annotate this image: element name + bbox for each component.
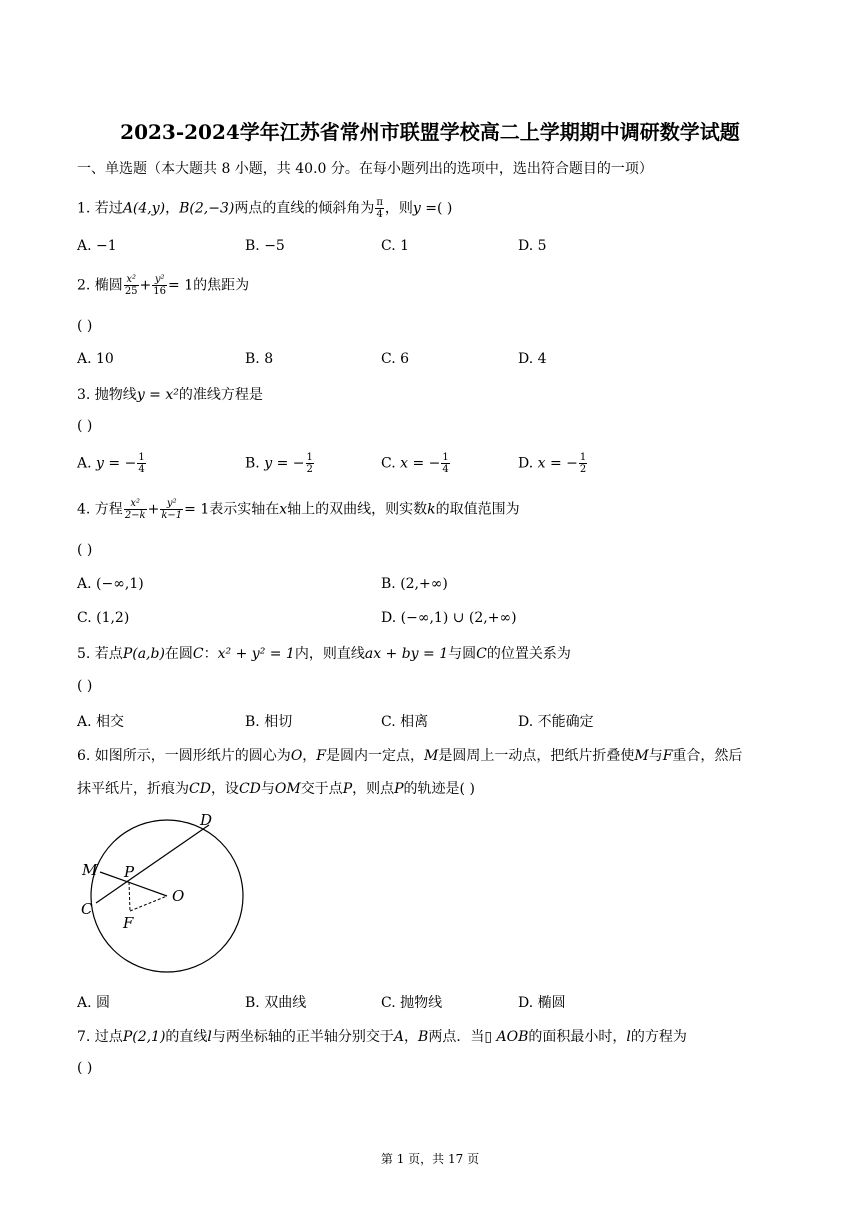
- q1-expr: y =: [412, 200, 438, 217]
- q6-seg: CD: [189, 781, 211, 797]
- q1-comma: ，: [165, 200, 180, 217]
- q5-option-d: D. 不能确定: [518, 714, 594, 730]
- figure-label-d: D: [200, 811, 213, 829]
- q4-fraction-x: $\frac{\text{x²}}{2-k}$: [124, 498, 146, 521]
- q1-option-b: B. −5: [245, 238, 285, 254]
- q6-option-d: D. 椭圆: [518, 995, 566, 1011]
- figure-label-c: C: [81, 900, 93, 918]
- q6-option-a: A. 圆: [77, 995, 111, 1011]
- q3-text-2: 的准线方程是: [178, 387, 263, 403]
- q6-seg: M: [424, 748, 439, 764]
- q2-eq: = 1: [168, 277, 194, 294]
- q2-fraction-y: $\frac{\text{y²}}{16}$: [153, 274, 167, 297]
- q2-option-b: B. 8: [245, 351, 274, 367]
- q3-expr: y = x²: [136, 387, 179, 403]
- q5-option-c: C. 相离: [381, 714, 429, 730]
- q5-option-a: A. 相交: [77, 714, 125, 730]
- q1-text: 1. 若过: [77, 200, 123, 217]
- q6-seg: 6. 如图所示，一圆形纸片的圆心为: [77, 748, 291, 764]
- q6-seg: P: [394, 781, 404, 797]
- q6-seg: P: [342, 781, 353, 797]
- q6-seg: OM: [274, 781, 301, 797]
- q6-seg: ，设: [210, 781, 239, 797]
- q6-seg: 交于点: [300, 781, 343, 797]
- q6-seg: 与: [648, 748, 663, 764]
- q1-point-b: B(2,−3): [179, 200, 235, 217]
- q1-text-2: 两点的直线的倾斜角为: [234, 200, 375, 217]
- q6-seg: ，: [302, 748, 317, 764]
- q1-option-c: C. 1: [381, 238, 410, 254]
- q6-seg: 重合，然后: [672, 748, 743, 764]
- q2-fraction-x: $\frac{\text{x²}}{25}$: [124, 274, 138, 297]
- q6-seg: 的轨迹是( ): [403, 781, 475, 797]
- q6-seg: 抹平纸片，折痕为: [77, 781, 189, 797]
- figure-line-pf: [129, 882, 130, 911]
- q3-paren: ( ): [77, 418, 93, 434]
- q5-option-b: B. 相切: [245, 714, 293, 730]
- q6-option-b: B. 双曲线: [245, 995, 307, 1011]
- q2-option-c: C. 6: [381, 351, 410, 367]
- q7-point-a: A: [393, 1029, 405, 1045]
- q3-option-b: B. y = − $\frac{1}{2}$: [245, 452, 313, 475]
- q3-option-a: A. y = − $\frac{1}{4}$: [77, 452, 145, 475]
- q4-var-x: x: [279, 501, 288, 518]
- q1-option-d: D. 5: [518, 238, 547, 254]
- q2-option-a: A. 10: [77, 351, 114, 367]
- q4-var-k: k: [427, 501, 436, 518]
- q2-plus: +: [139, 277, 152, 294]
- q4-option-a: A. (−∞,1): [77, 576, 144, 592]
- q5-line-eq: ax + by = 1: [364, 646, 449, 662]
- q6-seg: F: [662, 748, 673, 764]
- figure-label-p: P: [124, 863, 135, 881]
- q4-text-2: 表示实轴在: [209, 501, 280, 518]
- figure-label-o: O: [172, 887, 185, 905]
- q4-plus: +: [147, 501, 160, 518]
- q1-text-3: ，则: [384, 200, 413, 217]
- q7-triangle: ▯ AOB: [484, 1029, 529, 1045]
- q2-option-d: D. 4: [518, 351, 547, 367]
- q7-line-l: l: [207, 1029, 212, 1045]
- q3-option-d: D. x = − $\frac{1}{2}$: [518, 452, 587, 475]
- question-7: [77, 1026, 687, 1046]
- q5-circle-c-2: C: [476, 646, 487, 662]
- q6-seg: CD: [238, 781, 261, 797]
- q5-paren: ( ): [77, 678, 93, 694]
- q5-text: 5. 若点: [77, 646, 123, 662]
- q5-text-3: 内，则直线: [294, 646, 365, 662]
- q4-option-b: B. (2,+∞): [381, 576, 448, 592]
- q7-text-2: 的直线: [165, 1029, 208, 1045]
- q7-text-6: 的方程为: [630, 1029, 687, 1045]
- q7-comma: ，: [404, 1029, 419, 1045]
- q5-text-2: 在圆: [164, 646, 193, 662]
- q4-option-d: D. (−∞,1) ∪ (2,+∞): [381, 610, 517, 626]
- q6-seg: 是圆内一定点，: [326, 748, 425, 764]
- figure-label-f: F: [123, 914, 134, 932]
- q7-text-4: 两点．当: [428, 1029, 485, 1045]
- q6-seg: F: [316, 748, 327, 764]
- q6-seg: 与: [260, 781, 275, 797]
- q7-text: 7. 过点: [77, 1029, 123, 1045]
- q1-fraction: $\frac{\pi}{4}$: [376, 197, 383, 220]
- q5-text-4: 与圆: [448, 646, 477, 662]
- q4-paren: ( ): [77, 542, 93, 558]
- q5-circle-eq: x² + y² = 1: [217, 646, 295, 662]
- figure-line-fo: [130, 896, 167, 911]
- q5-circle-c: C: [192, 646, 204, 662]
- q6-seg: M: [634, 748, 649, 764]
- q3-text: 3. 抛物线: [77, 387, 137, 403]
- q2-text-2: 的焦距为: [193, 277, 250, 294]
- q4-text-4: 的取值范围为: [435, 501, 520, 518]
- q2-paren: ( ): [77, 318, 93, 334]
- q6-option-c: C. 抛物线: [381, 995, 443, 1011]
- q7-point: P(2,1): [122, 1029, 166, 1045]
- q1-paren: ( ): [437, 200, 453, 217]
- q7-paren: ( ): [77, 1060, 93, 1076]
- q4-text: 4. 方程: [77, 501, 123, 518]
- q6-seg: O: [290, 748, 303, 764]
- q6-seg: ，则点: [352, 781, 395, 797]
- q5-colon: ：: [203, 646, 218, 662]
- q7-point-b: B: [418, 1029, 429, 1045]
- page-title: 2023-2024学年江苏省常州市联盟学校高二上学期期中调研数学试题: [120, 120, 740, 144]
- q3-option-c: C. x = − $\frac{1}{4}$: [381, 452, 449, 475]
- q5-text-5: 的位置关系为: [486, 646, 571, 662]
- q4-text-3: 轴上的双曲线，则实数: [287, 501, 428, 518]
- page-footer: 第 1 页，共 17 页: [380, 1152, 480, 1166]
- q7-line-l-2: l: [626, 1029, 631, 1045]
- q4-eq: = 1: [184, 501, 210, 518]
- q4-option-c: C. (1,2): [77, 610, 130, 626]
- q2-text: 2. 椭圆: [77, 277, 123, 294]
- section-heading: 一、单选题（本大题共 8 小题，共 40.0 分。在每小题列出的选项中，选出符合题目的一项）: [77, 161, 653, 177]
- q7-text-3: 与两坐标轴的正半轴分别交于: [211, 1029, 394, 1045]
- q7-text-5: 的面积最小时，: [528, 1029, 627, 1045]
- q1-point-a: A(4,y): [122, 200, 166, 217]
- q4-fraction-y: $\frac{\text{y²}}{k-1}$: [161, 498, 183, 521]
- figure-label-m: M: [82, 861, 98, 879]
- q6-seg: 是圆周上一动点，把纸片折叠使: [438, 748, 635, 764]
- q5-point: P(a,b): [122, 646, 165, 662]
- q1-option-a: A. −1: [77, 238, 117, 254]
